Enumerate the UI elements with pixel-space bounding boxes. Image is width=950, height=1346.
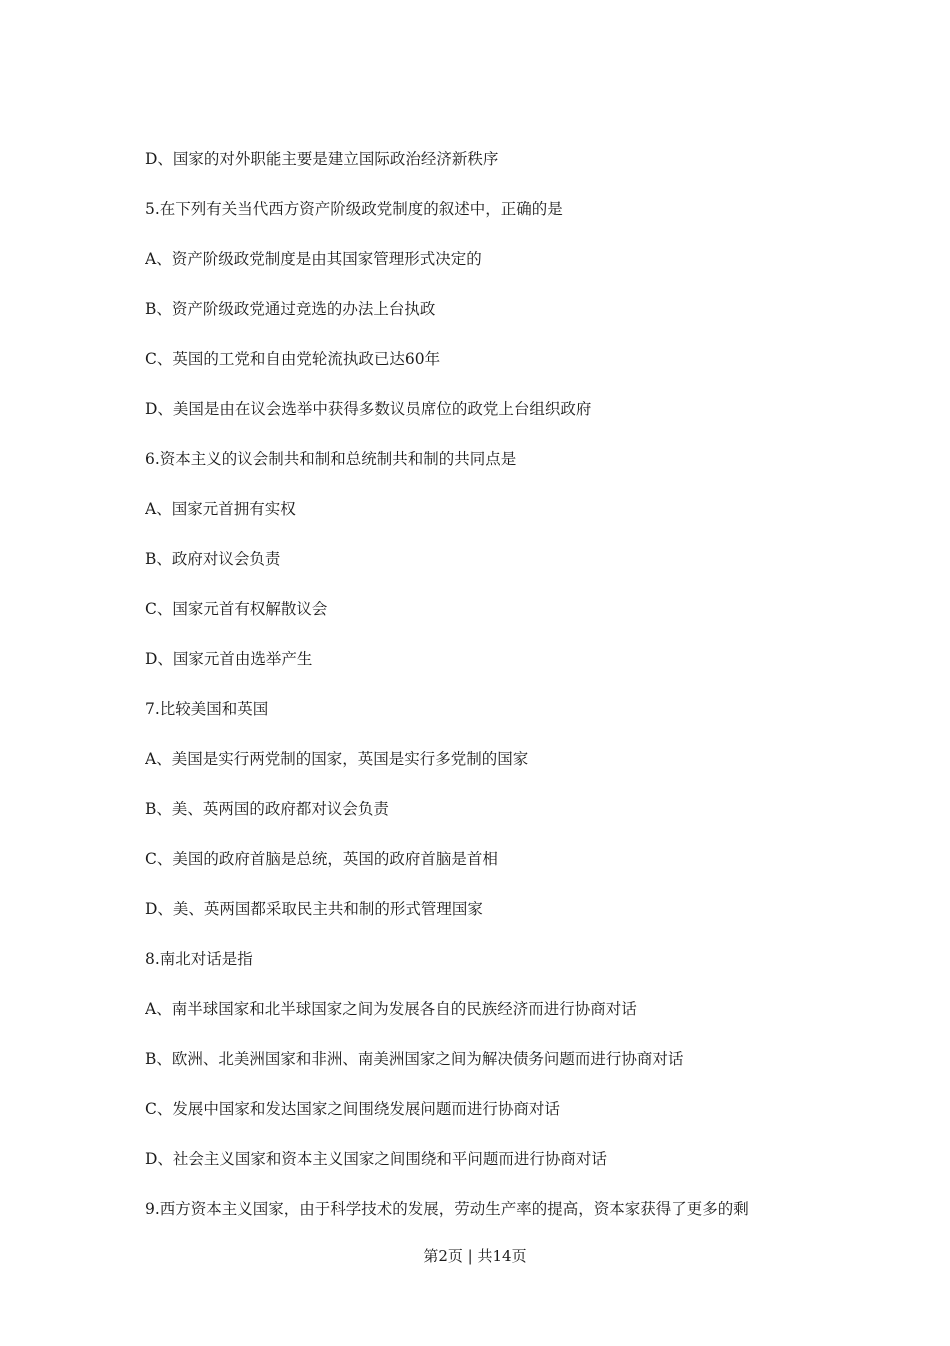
question-8-option-d: D、社会主义国家和资本主义国家之间围绕和平问题而进行协商对话	[145, 1150, 607, 1168]
question-5-option-d: D、美国是由在议会选举中获得多数议员席位的政党上台组织政府	[145, 400, 592, 418]
question-7-option-d: D、美、英两国都采取民主共和制的形式管理国家	[145, 900, 483, 918]
question-7-option-c: C、美国的政府首脑是总统，英国的政府首脑是首相	[145, 850, 498, 868]
question-5-stem: 5.在下列有关当代西方资产阶级政党制度的叙述中，正确的是	[145, 200, 563, 218]
question-5-option-b: B、资产阶级政党通过竞选的办法上台执政	[145, 300, 436, 318]
question-9-stem: 9.西方资本主义国家，由于科学技术的发展，劳动生产率的提高，资本家获得了更多的剩	[145, 1200, 749, 1218]
question-6-option-c: C、国家元首有权解散议会	[145, 600, 328, 618]
question-8-option-a: A、南半球国家和北半球国家之间为发展各自的民族经济而进行协商对话	[145, 1000, 637, 1018]
question-7-option-b: B、美、英两国的政府都对议会负责	[145, 800, 389, 818]
question-6-option-d: D、国家元首由选举产生	[145, 650, 313, 668]
question-6-option-a: A、国家元首拥有实权	[145, 500, 296, 518]
question-5-option-c: C、英国的工党和自由党轮流执政已达60年	[145, 350, 441, 368]
question-6-option-b: B、政府对议会负责	[145, 550, 281, 568]
question-5-option-a: A、资产阶级政党制度是由其国家管理形式决定的	[145, 250, 482, 268]
page-footer: 第2页 | 共14页	[423, 1247, 527, 1265]
text-line: D、国家的对外职能主要是建立国际政治经济新秩序	[145, 150, 499, 168]
question-8-option-c: C、发展中国家和发达国家之间围绕发展问题而进行协商对话	[145, 1100, 560, 1118]
question-8-option-b: B、欧洲、北美洲国家和非洲、南美洲国家之间为解决债务问题而进行协商对话	[145, 1050, 684, 1068]
question-8-stem: 8.南北对话是指	[145, 950, 253, 968]
question-6-stem: 6.资本主义的议会制共和制和总统制共和制的共同点是	[145, 450, 517, 468]
question-7-stem: 7.比较美国和英国	[145, 700, 269, 718]
question-text-block	[145, 146, 845, 1246]
question-7-option-a: A、美国是实行两党制的国家，英国是实行多党制的国家	[145, 750, 529, 768]
